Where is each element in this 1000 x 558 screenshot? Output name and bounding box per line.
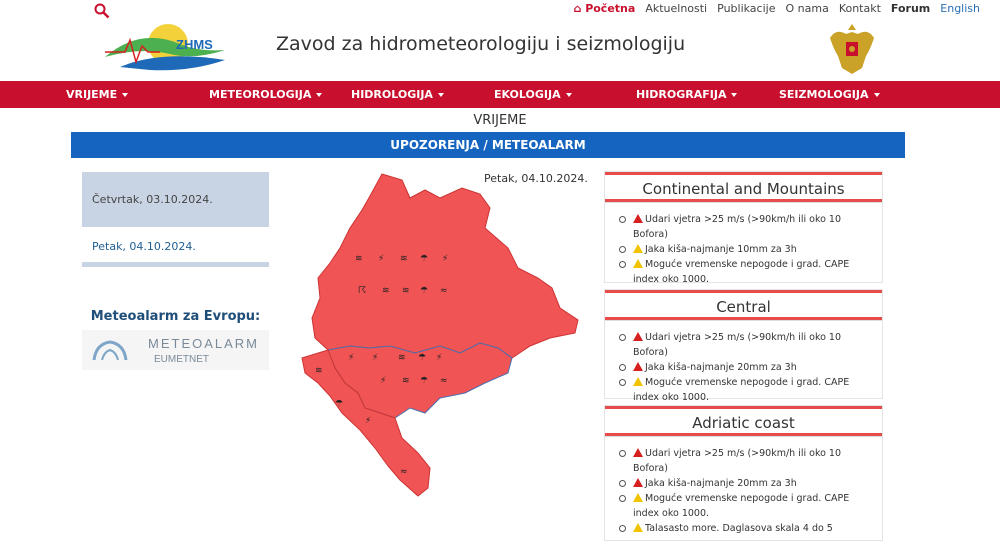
nav-pocetna[interactable] [573, 2, 635, 15]
menu-meteorologija-label: METEOROLOGIJA [209, 88, 312, 101]
eumetnet-logo-text: EUMETNET [154, 354, 209, 365]
menu-ekologija[interactable] [494, 88, 572, 101]
coat-of-arms-icon [826, 20, 878, 78]
wave-icon: ≈ [440, 376, 448, 386]
nav-english[interactable]: English [940, 2, 980, 15]
rain-icon: ☂ [420, 254, 429, 264]
warning-yellow-icon [633, 523, 643, 532]
lightning-icon: ⚡ [442, 254, 449, 264]
warning-text: Udari vjetra >25 m/s (>90km/h ili oko 10 Bofora) [633, 214, 842, 240]
caret-down-icon [438, 93, 444, 97]
warning-text: Talasasto more. Daglasova skala 4 do 5 [645, 523, 833, 534]
lightning-icon: ⚡ [380, 376, 387, 386]
warning-red-icon [633, 448, 643, 457]
menu-vrijeme-label: VRIJEME [66, 88, 118, 101]
map-date: Petak, 04.10.2024. [484, 172, 588, 185]
meteoalarm-title: Meteoalarm za Evropu: [90, 309, 261, 324]
warning-list [605, 202, 882, 291]
wave-icon: ≈ [440, 286, 448, 296]
warning-list [605, 436, 882, 540]
region-title: Adriatic coast [605, 406, 882, 436]
region-title: Central [605, 290, 882, 320]
lightning-icon: ⚡ [365, 416, 372, 426]
logo-text: ZHMS [176, 37, 213, 52]
warning-item [619, 375, 874, 405]
nav-forum[interactable]: Forum [890, 2, 931, 15]
region-panel-adriatic [604, 405, 883, 541]
warning-text: Mogućе vremenske nepogode i grad. CAPE index oko 1000. [633, 493, 850, 519]
rain-icon: ☂ [335, 399, 344, 409]
warning-item [619, 330, 874, 360]
menu-meteorologija[interactable] [209, 88, 322, 101]
warning-item [619, 446, 874, 476]
zhms-logo[interactable] [100, 22, 230, 77]
warning-item [619, 491, 874, 521]
date-tab-friday[interactable]: Petak, 04.10.2024. [82, 227, 269, 267]
wave-icon: ≈ [400, 467, 408, 477]
lightning-icon: ⚡ [436, 353, 443, 363]
wind-icon: ≋ [400, 254, 408, 264]
warning-text: Udari vjetra >25 m/s (>90km/h ili oko 10 Bofora) [633, 332, 842, 358]
caret-down-icon [566, 93, 572, 97]
main-menu [0, 81, 1000, 108]
warning-text: Jaka kiša-najmanje 10mm za 3h [645, 244, 797, 255]
rain-icon: ☂ [418, 353, 427, 363]
warning-text: Mogućе vremenske nepogode i grad. CAPE index oko 1000. [633, 377, 850, 403]
warning-item [619, 242, 874, 257]
lightning-icon: ⚡ [378, 254, 385, 264]
caret-down-icon [122, 93, 128, 97]
lightning-icon: ⚡ [348, 353, 355, 363]
warning-text: Jaka kiša-najmanje 20mm za 3h [645, 362, 797, 373]
region-panel-central [604, 289, 883, 403]
warnings-banner: UPOZORENJA / METEOALARM [71, 132, 905, 158]
region-continental-and-mountains[interactable] [312, 174, 578, 358]
warning-red-icon [633, 478, 643, 487]
wind-icon: ≋ [355, 254, 363, 264]
warning-text: Udari vjetra >25 m/s (>90km/h ili oko 10 Bofora) [633, 448, 842, 474]
meteoalarm-logo [82, 330, 269, 370]
warning-item [619, 257, 874, 287]
region-title: Continental and Mountains [605, 172, 882, 202]
wind-icon: ≋ [402, 286, 410, 296]
warning-text: Jaka kiša-najmanje 20mm za 3h [645, 478, 797, 489]
home-icon: ⌂ [573, 2, 586, 15]
wind-icon: ≋ [398, 353, 406, 363]
menu-hidrologija-label: HIDROLOGIJA [351, 88, 433, 101]
section-title: VRIJEME [473, 113, 527, 128]
wind-icon: ≋ [382, 286, 390, 296]
menu-ekologija-label: EKOLOGIJA [494, 88, 561, 101]
menu-hidrologija[interactable] [351, 88, 444, 101]
top-navigation [500, 2, 980, 15]
warning-yellow-icon [633, 377, 643, 386]
warning-red-icon [633, 332, 643, 341]
warning-item [619, 212, 874, 242]
meteoalarm-link[interactable] [82, 330, 269, 370]
menu-hidrografija-label: HIDROGRAFIJA [636, 88, 727, 101]
date-tab-thursday[interactable]: Četvrtak, 03.10.2024. [82, 172, 269, 227]
meteoalarm-logo-text: METEOALARM [148, 336, 260, 351]
warning-red-icon [633, 214, 643, 223]
nav-o-nama[interactable]: O nama [785, 2, 829, 15]
caret-down-icon [874, 93, 880, 97]
thunderstorm-icon: ☈ [358, 286, 367, 296]
lightning-icon: ⚡ [372, 353, 379, 363]
nav-aktuelnosti[interactable]: Aktuelnosti [645, 2, 708, 15]
rain-icon: ☂ [420, 376, 429, 386]
warning-text: Mogućе vremenske nepogode i grad. CAPE index oko 1000. [633, 259, 850, 285]
nav-kontakt[interactable]: Kontakt [838, 2, 881, 15]
warning-list [605, 320, 882, 409]
rain-icon: ☂ [420, 286, 429, 296]
menu-seizmologija[interactable] [779, 88, 880, 101]
wind-icon: ≋ [315, 366, 323, 376]
warning-item [619, 360, 874, 375]
nav-publikacije[interactable]: Publikacije [717, 2, 776, 15]
warning-yellow-icon [633, 493, 643, 502]
warning-item [619, 521, 874, 536]
nav-pocetna-label: Početna [585, 2, 636, 15]
warning-yellow-icon [633, 259, 643, 268]
menu-hidrografija[interactable] [636, 88, 737, 101]
wind-icon: ≋ [402, 376, 410, 386]
caret-down-icon [316, 93, 322, 97]
menu-seizmologija-label: SEIZMOLOGIJA [779, 88, 869, 101]
warning-red-icon [633, 362, 643, 371]
montenegro-warning-map[interactable] [290, 168, 590, 503]
search-icon[interactable] [94, 3, 110, 19]
warning-yellow-icon [633, 244, 643, 253]
warning-item [619, 476, 874, 491]
site-title: Zavod za hidrometeorologiju i seizmologiju [276, 33, 686, 55]
region-panel-continental [604, 171, 883, 283]
menu-vrijeme[interactable] [66, 88, 128, 101]
caret-down-icon [731, 93, 737, 97]
